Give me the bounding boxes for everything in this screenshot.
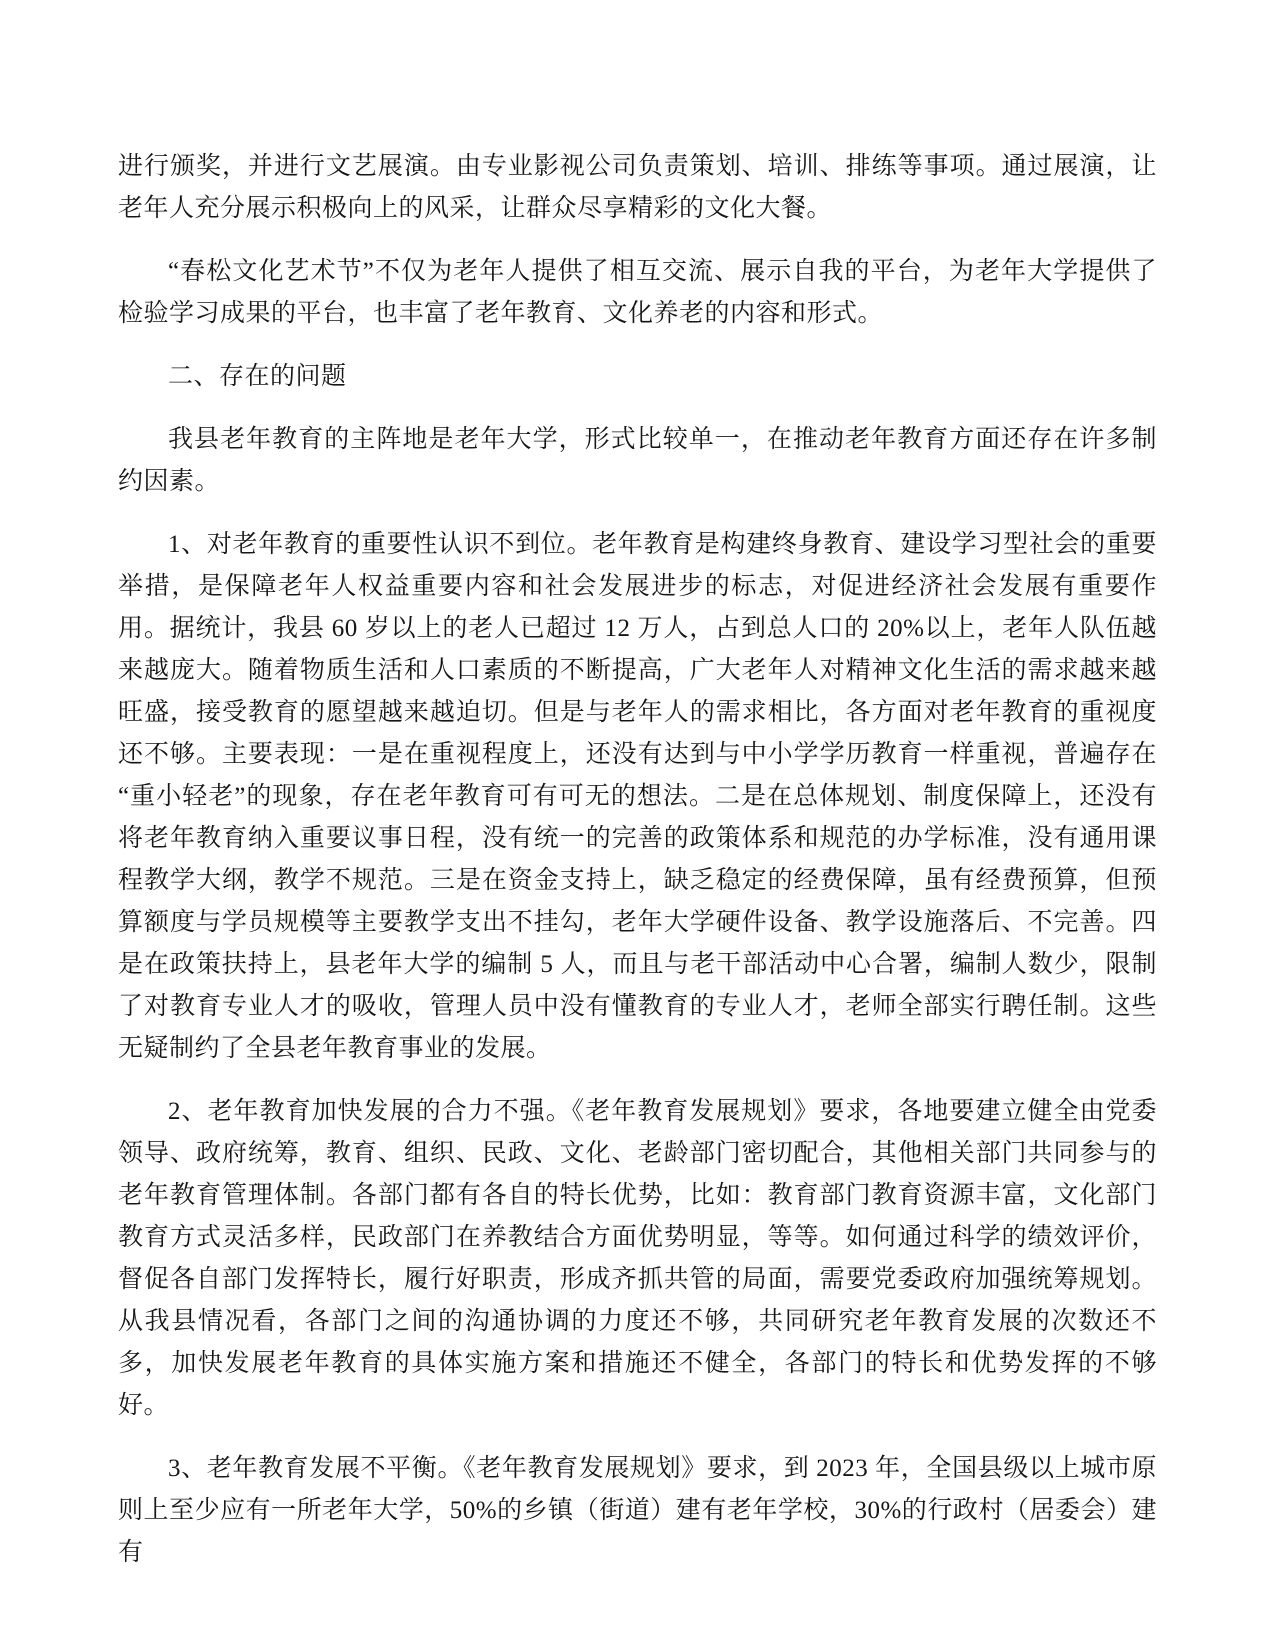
paragraph-problem-1-awareness: 1、对老年教育的重要性认识不到位。老年教育是构建终身教育、建设学习型社会的重要举措，是保障老年人权益重要内容和社会发展进步的标志，对促进经济社会发展有重要作用。据统计，我县 60 岁以上的老人已超过 12 万人，占到总人口的 20%以上，老年人队伍越来越庞大。随着物质生活和人口素质的不断提高，广大老年人对精神文化生活的需求越来越旺盛，接受教育的愿望越来越迫切。但是与老年人的需求相比，各方面对老年教育的重视度还不够。主要表现：一是在重视程度上，还没有达到与中小学学历教育一样重视，普遍存在“重小轻老”的现象，存在老年教育可有可无的想法。二是在总体规划、制度保障上，还没有将老年教育纳入重要议事日程，没有统一的完善的政策体系和规范的办学标准，没有通用课程教学大纲，教学不规范。三是在资金支持上，缺乏稳定的经费保障，虽有经费预算，但预算额度与学员规模等主要教学支出不挂勾，老年大学硬件设备、教学设施落后、不完善。四是在政策扶持上，县老年大学的编制 5 人，而且与老干部活动中心合署，编制人数少，限制了对教育专业人才的吸收，管理人员中没有懂教育的专业人才，老师全部实行聘任制。这些无疑制约了全县老年教育事业的发展。	[118, 531, 1157, 1062]
section-heading-existing-problems: 二、存在的问题	[168, 363, 347, 390]
paragraph-problem-2-coordination: 2、老年教育加快发展的合力不强。《老年教育发展规划》要求，各地要建立健全由党委领导、政府统筹，教育、组织、民政、文化、老龄部门密切配合，其他相关部门共同参与的老年教育管理体制。各部门都有各自的特长优势，比如：教育部门教育资源丰富，文化部门教育方式灵活多样，民政部门在养教结合方面优势明显，等等。如何通过科学的绩效评价，督促各自部门发挥特长，履行好职责，形成齐抓共管的局面，需要党委政府加强统筹规划。从我县情况看，各部门之间的沟通协调的力度还不够，共同研究老年教育发展的次数还不多，加快发展老年教育的具体实施方案和措施还不健全，各部门的特长和优势发挥的不够好。	[118, 1098, 1157, 1419]
paragraph-problem-3-imbalance: 3、老年教育发展不平衡。《老年教育发展规划》要求，到 2023 年，全国县级以上城市原则上至少应有一所老年大学，50%的乡镇（街道）建有老年学校，30%的行政村（居委会）建有	[118, 1455, 1157, 1566]
paragraph-festival-platform: “春松文化艺术节”不仅为老年人提供了相互交流、展示自我的平台，为老年大学提供了检验学习成果的平台，也丰富了老年教育、文化养老的内容和形式。	[118, 258, 1157, 327]
paragraph-award-ceremony: 进行颁奖，并进行文艺展演。由专业影视公司负责策划、培训、排练等事项。通过展演，让老年人充分展示积极向上的风采，让群众尽享精彩的文化大餐。	[118, 153, 1157, 222]
paragraph-constraints-intro: 我县老年教育的主阵地是老年大学，形式比较单一，在推动老年教育方面还存在许多制约因素。	[118, 426, 1157, 495]
